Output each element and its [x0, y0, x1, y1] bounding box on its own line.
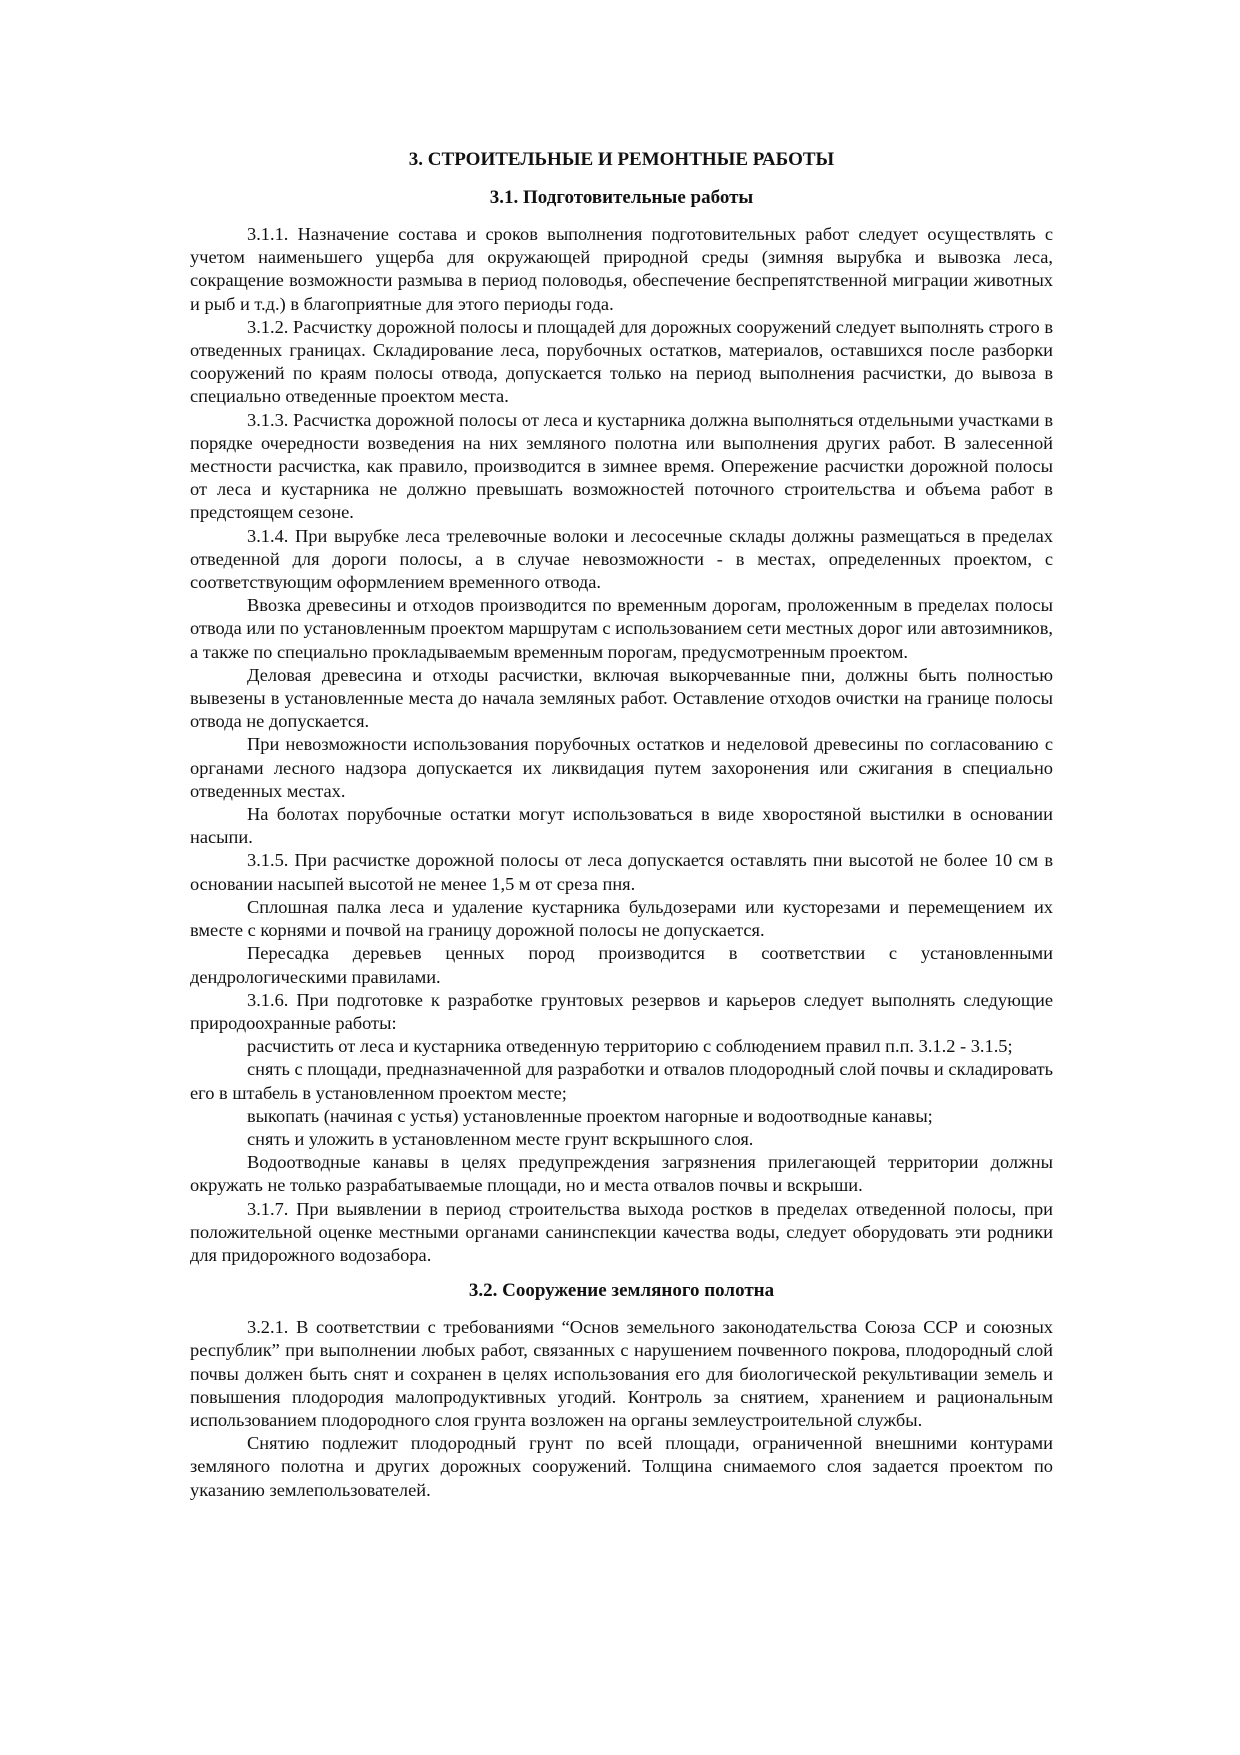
paragraph: 3.1.2. Расчистку дорожной полосы и площадей для дорожных сооружений следует выполнять строго в отведенных границах. Складирование леса, порубочных остатков, материалов, оставшихся после разборки сооружений по краям полосы отвода, допускается только на период выполнения расчистки, до вывоза в специально отведенные проектом места.	[190, 316, 1053, 407]
paragraph: 3.1.6. При подготовке к разработке грунтовых резервов и карьеров следует выполнять следующие природоохранные работы:	[190, 989, 1053, 1033]
paragraph: При невозможности использования порубочных остатков и неделовой древесины по согласованию с органами лесного надзора допускается их ликвидация путем захоронения или сжигания в специально отведенных местах.	[190, 734, 1053, 801]
paragraph: Водоотводные канавы в целях предупреждения загрязнения прилегающей территории должны окружать не только разрабатываемые площади, но и места отвалов почвы и вскрыши.	[190, 1152, 1053, 1196]
paragraph: Пересадка деревьев ценных пород производится в соответствии с установленными дендрологическими правилами.	[190, 943, 1053, 987]
list-item: снять с площади, предназначенной для разработки и отвалов плодородный слой почвы и складировать его в штабель в установленном проектом месте;	[190, 1059, 1053, 1103]
paragraph: 3.1.5. При расчистке дорожной полосы от леса допускается оставлять пни высотой не более 10 см в основании насыпей высотой не менее 1,5 м от среза пня.	[190, 850, 1053, 894]
document-heading: 3. СТРОИТЕЛЬНЫЕ И РЕМОНТНЫЕ РАБОТЫ	[408, 149, 835, 170]
paragraph: Ввозка древесины и отходов производится по временным дорогам, проложенным в пределах полосы отвода или по установленным проектом маршрутам с использованием сети местных дорог или автозимников, а также по специально прокладываемым временным порогам, предусмотренным проектом.	[190, 595, 1053, 662]
document-page	[190, 148, 1053, 1502]
section-2-body	[190, 1316, 1053, 1502]
paragraph: 3.1.3. Расчистка дорожной полосы от леса и кустарника должна выполняться отдельными участками в порядке очередности возведения на них земляного полотна или выполнения других работ. В залесенной местности расчистка, как правило, производится в зимнее время. Опережение расчистки дорожной полосы от леса и кустарника не должно превышать возможностей поточного строительства и объема работ в предстоящем сезоне.	[190, 409, 1053, 523]
list-item: выкопать (начиная с устья) установленные проектом нагорные и водоотводные канавы;	[247, 1105, 933, 1126]
list-item: снять и уложить в установленном месте грунт вскрышного слоя.	[247, 1128, 754, 1149]
paragraph: Деловая древесина и отходы расчистки, включая выкорчеванные пни, должны быть полностью вывезены в установленные места до начала земляных работ. Оставление отходов очистки на границе полосы отвода не допускается.	[190, 664, 1053, 732]
paragraph: 3.1.7. При выявлении в период строительства выхода ростков в пределах отведенной полосы, при положительной оценке местными органами санинспекции качества воды, следует оборудовать эти родники для придорожного водозабора.	[190, 1198, 1053, 1265]
section-2-title: 3.2. Сооружение земляного полотна	[468, 1280, 775, 1302]
paragraph: На болотах порубочные остатки могут использоваться в виде хворостяной выстилки в основании насыпи.	[190, 804, 1053, 848]
section-1-title: 3.1. Подготовительные работы	[489, 187, 754, 208]
paragraph: 3.1.4. При вырубке леса трелевочные волоки и лесосечные склады должны размещаться в пределах отведенной для дороги полосы, а в случае невозможности - в местах, определенных проектом, с соответствующим оформлением временного отвода.	[190, 525, 1053, 593]
list-item: расчистить от леса и кустарника отведенную территорию с соблюдением правил п.п. 3.1.2 - 3.1.5;	[247, 1036, 1013, 1057]
paragraph: Снятию подлежит плодородный грунт по всей площади, ограниченной внешними контурами земляного полотна и других дорожных сооружений. Толщина снимаемого слоя задается проектом по указанию землепользователей.	[190, 1433, 1053, 1500]
paragraph: Сплошная палка леса и удаление кустарника бульдозерами или кусторезами и перемещением их вместе с корнями и почвой на границу дорожной полосы не допускается.	[190, 896, 1053, 941]
paragraph: 3.1.1. Назначение состава и сроков выполнения подготовительных работ следует осуществлять с учетом наименьшего ущерба для окружающей природной среды (зимняя вырубка и вывозка леса, сокращение возможности размыва в период половодья, обеспечение беспрепятственной миграции животных и рыб и т.д.) в благоприятные для этого периоды года.	[190, 224, 1053, 314]
paragraph: 3.2.1. В соответствии с требованиями “Основ земельного законодательства Союза ССР и союзных республик” при выполнении любых работ, связанных с нарушением почвенного покрова, плодородный слой почвы должен быть снят и сохранен в целях использования его для биологической рекультивации земель и повышения плодородия малопродуктивных угодий. Контроль за снятием, хранением и рациональным использованием плодородного слоя грунта возложен на органы землеустроительной службы.	[190, 1317, 1053, 1430]
section-1-body	[190, 223, 1053, 1267]
